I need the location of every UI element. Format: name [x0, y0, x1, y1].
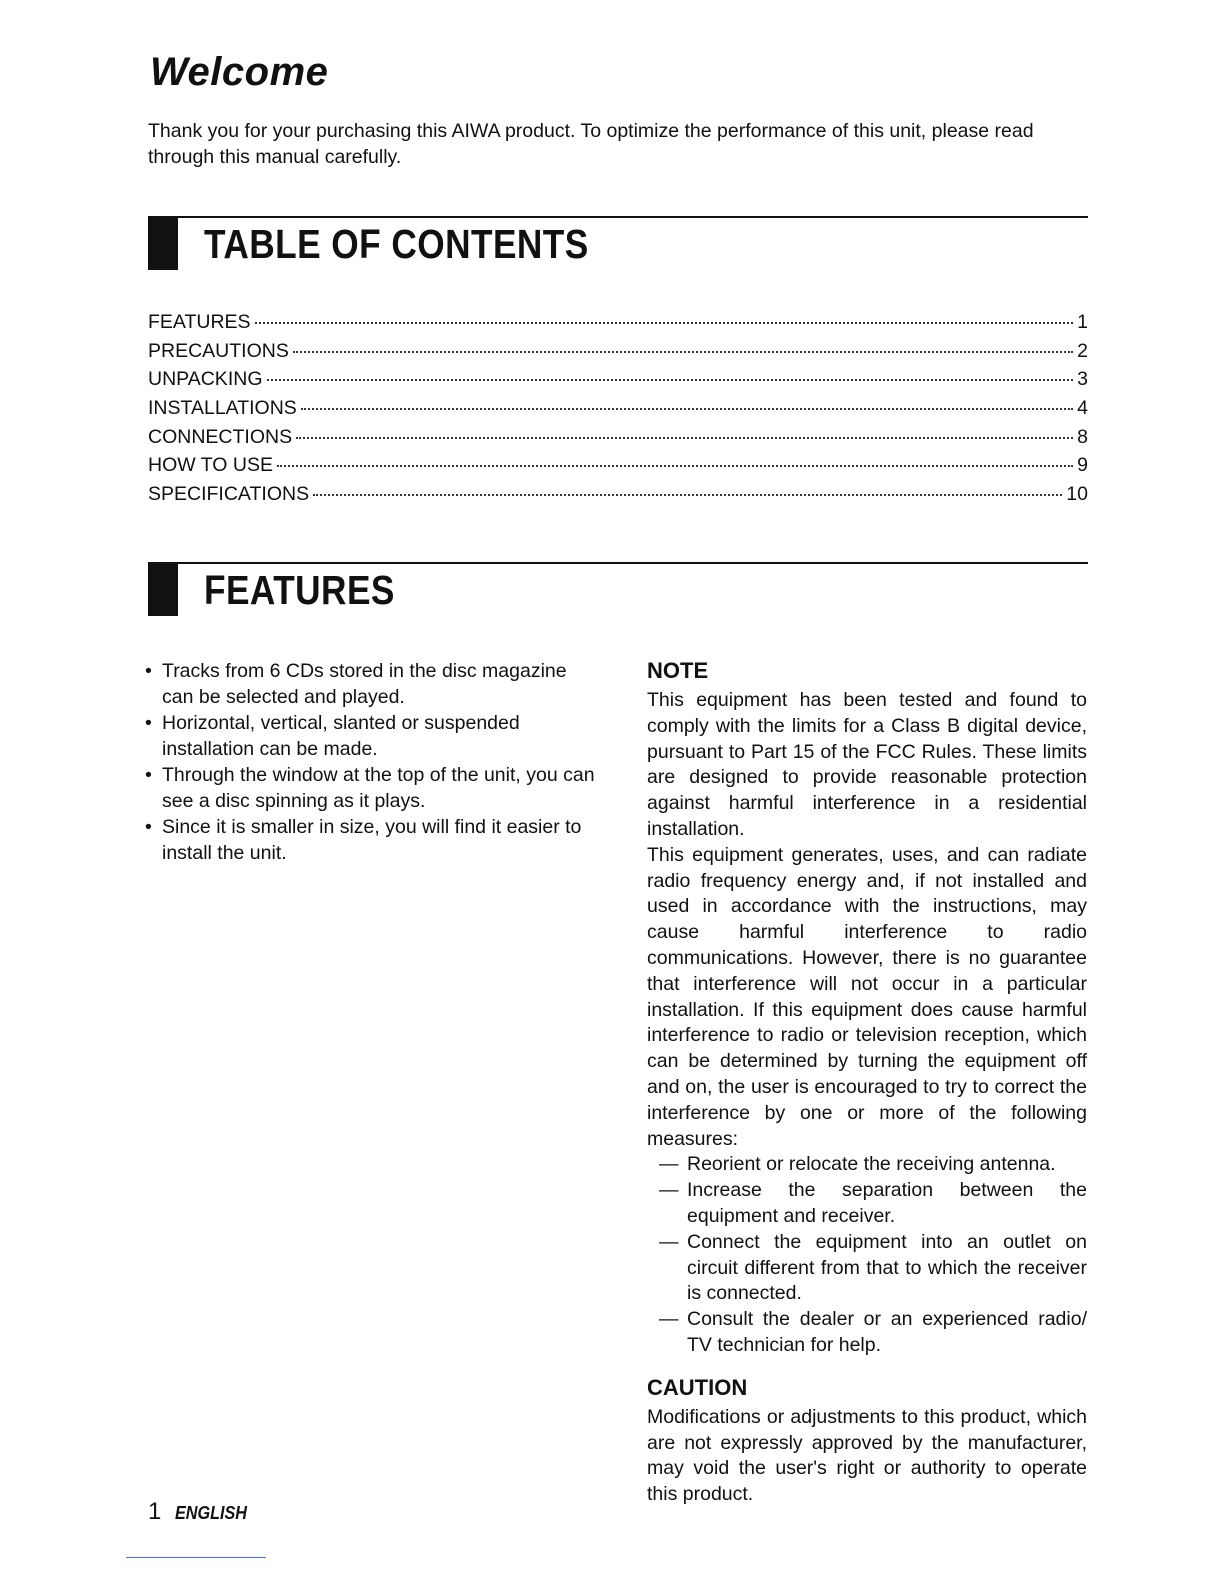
toc-leader [313, 494, 1062, 496]
toc-leader [255, 322, 1074, 324]
measure-item: — Reorient or relocate the receiving antenna. [647, 1152, 1087, 1178]
toc-entry[interactable] [148, 368, 1088, 397]
caution-heading: CAUTION [647, 1374, 748, 1400]
caution-body: Modifications or adjustments to this product, which are not expressly approved by the manufacturer, may void the user's right or authority to operate this product. [647, 1405, 1087, 1506]
measures-list [647, 1152, 1087, 1358]
toc-entry-page: 2 [1077, 339, 1088, 362]
language-label: ENGLISH [175, 1503, 248, 1523]
note-heading: NOTE [647, 658, 709, 683]
toc-entry-label: FEATURES [148, 311, 251, 333]
toc-list [148, 311, 1088, 512]
feature-item: • Horizontal, vertical, slanted or suspended installation can be made. [145, 710, 595, 762]
feature-item: • Since it is smaller in size, you will find it easier to install the unit. [145, 814, 595, 866]
feature-item: • Through the window at the top of the unit, you can see a disc spinning as it plays. [145, 762, 595, 814]
toc-entry[interactable] [148, 426, 1088, 455]
toc-entry[interactable] [148, 311, 1088, 340]
toc-entry[interactable] [148, 397, 1088, 426]
toc-entry-label: UNPACKING [148, 368, 263, 391]
features-heading-block [148, 564, 178, 616]
toc-leader [296, 437, 1073, 439]
welcome-intro: Thank you for your purchasing this AIWA product. To optimize the performance of this unit, please read through this manual carefully. [148, 120, 1034, 168]
page-footer [148, 1498, 255, 1526]
note-paragraph: This equipment has been tested and found to comply with the limits for a Class B digital device, pursuant to Part 15 of the FCC Rules. These limits are designed to provide reasonable protection against harmful interference in a residential installation. [647, 689, 1087, 840]
toc-entry-label: HOW TO USE [148, 454, 273, 477]
features-list [145, 658, 595, 866]
toc-entry-page: 10 [1066, 483, 1088, 506]
toc-heading-block [148, 218, 178, 270]
toc-entry-label: CONNECTIONS [148, 425, 293, 448]
toc-entry-page: 8 [1077, 425, 1088, 448]
toc-entry-page: 1 [1077, 311, 1088, 333]
measure-item: — Increase the separation between the equipment and receiver. [647, 1178, 1087, 1230]
toc-leader [277, 465, 1073, 467]
toc-leader [301, 408, 1073, 410]
features-title: FEATURES [204, 567, 395, 613]
note-paragraph: This equipment generates, uses, and can radiate radio frequency energy and, if not installed and used in accordance with the instructions, may cause harmful interference to radio communications. However, there is no guarantee that interference will not occur in a particular installation. If this equipment does cause harmful interference to radio or television reception, which can be determined by turning the equipment off and on, the user is encouraged to try to correct the interference by one or more of the following measures: [647, 843, 1087, 1150]
toc-entry-label: INSTALLATIONS [148, 397, 297, 420]
toc-entry-page: 3 [1077, 368, 1088, 391]
measure-item: — Consult the dealer or an experienced radio/ TV technician for help. [647, 1307, 1087, 1359]
page-number: 1 [148, 1498, 162, 1525]
toc-entry-label: SPECIFICATIONS [148, 483, 310, 506]
toc-leader [267, 379, 1074, 381]
toc-entry-page: 4 [1077, 397, 1088, 420]
toc-entry-page: 9 [1077, 454, 1088, 477]
toc-entry[interactable] [148, 340, 1088, 369]
toc-entry-label: PRECAUTIONS [148, 339, 289, 362]
note-column [647, 658, 1087, 1508]
toc-rule [148, 216, 1088, 218]
toc-entry[interactable] [148, 454, 1088, 483]
feature-item: • Tracks from 6 CDs stored in the disc magazine can be selected and played. [145, 658, 595, 710]
bottom-edge-line [126, 1557, 266, 1558]
features-rule [148, 562, 1088, 564]
welcome-title: Welcome [150, 50, 329, 94]
toc-leader [293, 351, 1073, 353]
measure-item: — Connect the equipment into an outlet on circuit different from that to which the receiver is connected. [647, 1230, 1087, 1307]
toc-title: TABLE OF CONTENTS [204, 221, 589, 267]
toc-entry[interactable] [148, 483, 1088, 512]
